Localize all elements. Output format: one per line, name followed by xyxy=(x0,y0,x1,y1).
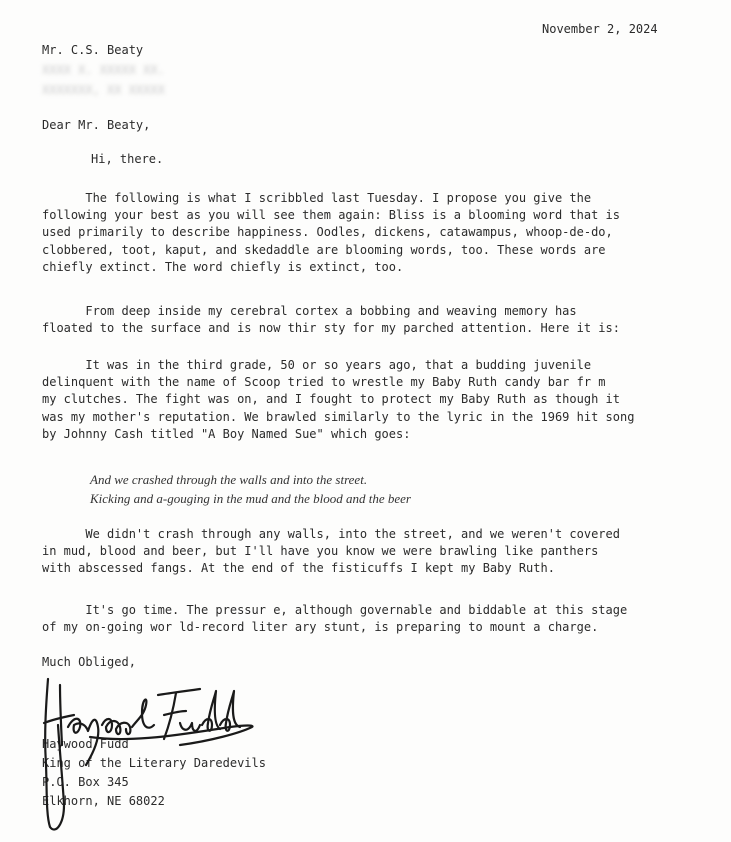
lyric-line-1: And we crashed through the walls and into the street. xyxy=(90,472,368,487)
sender-city: Elkhorn, NE 68022 xyxy=(42,794,165,808)
lyric-quote xyxy=(90,470,411,508)
sender-title: King of the Literary Daredevils xyxy=(42,756,266,770)
recipient-address-line1-redacted: XXXX X. XXXXX XX. xyxy=(42,63,165,77)
salutation: Dear Mr. Beaty, xyxy=(42,118,151,132)
body-paragraph-1: The following is what I scribbled last Tuesday. I propose you give the following your best as you will see them again: Bliss is a blooming word that is used primarily to describe happiness. Oodles, dickens, catawampus, whoop-de-do, clobbered, toot, kaput, and skedaddle are blooming words, too. These words are chiefly extinct. The word chiefly is extinct, too. xyxy=(42,191,620,274)
letter-date: November 2, 2024 xyxy=(542,22,658,36)
handwritten-signature xyxy=(30,665,260,835)
body-paragraph-5: It's go time. The pressur e, although governable and biddable at this stage of my on-going wor ld-record liter ary stunt, is preparing to mount a charge. xyxy=(42,603,628,635)
sender-name: Haywood Fudd xyxy=(42,737,129,751)
recipient-name: Mr. C.S. Beaty xyxy=(42,43,144,57)
recipient-address-block xyxy=(42,40,165,100)
body-paragraph-2: From deep inside my cerebral cortex a bobbing and weaving memory has floated to the surface and is now thir sty for my parched attention. Here it is: xyxy=(42,304,620,336)
greeting: Hi, there. xyxy=(91,152,164,166)
body-paragraph-4: We didn't crash through any walls, into the street, and we weren't covered in mud, blood and beer, but I'll have you know we were brawling like panthers with abscessed fangs. At the end of the fisticuffs I kept my Baby Ruth. xyxy=(42,527,620,576)
closing: Much Obliged, xyxy=(42,655,136,669)
recipient-address-line2-redacted: XXXXXXX, XX XXXXX xyxy=(42,83,165,97)
lyric-line-2: Kicking and a-gouging in the mud and the blood and the beer xyxy=(90,491,411,506)
sender-po-box: P.O. Box 345 xyxy=(42,775,129,789)
body-paragraph-3: It was in the third grade, 50 or so years ago, that a budding juvenile delinquent with the name of Scoop tried to wrestle my Baby Ruth candy bar fr m my clutches. The fight was on, and I fought to protect my Baby Ruth as though it was my mother's reputation. We brawled similarly to the lyric in the 1969 hit song by Johnny Cash titled "A Boy Named Sue" which goes: xyxy=(42,358,635,441)
